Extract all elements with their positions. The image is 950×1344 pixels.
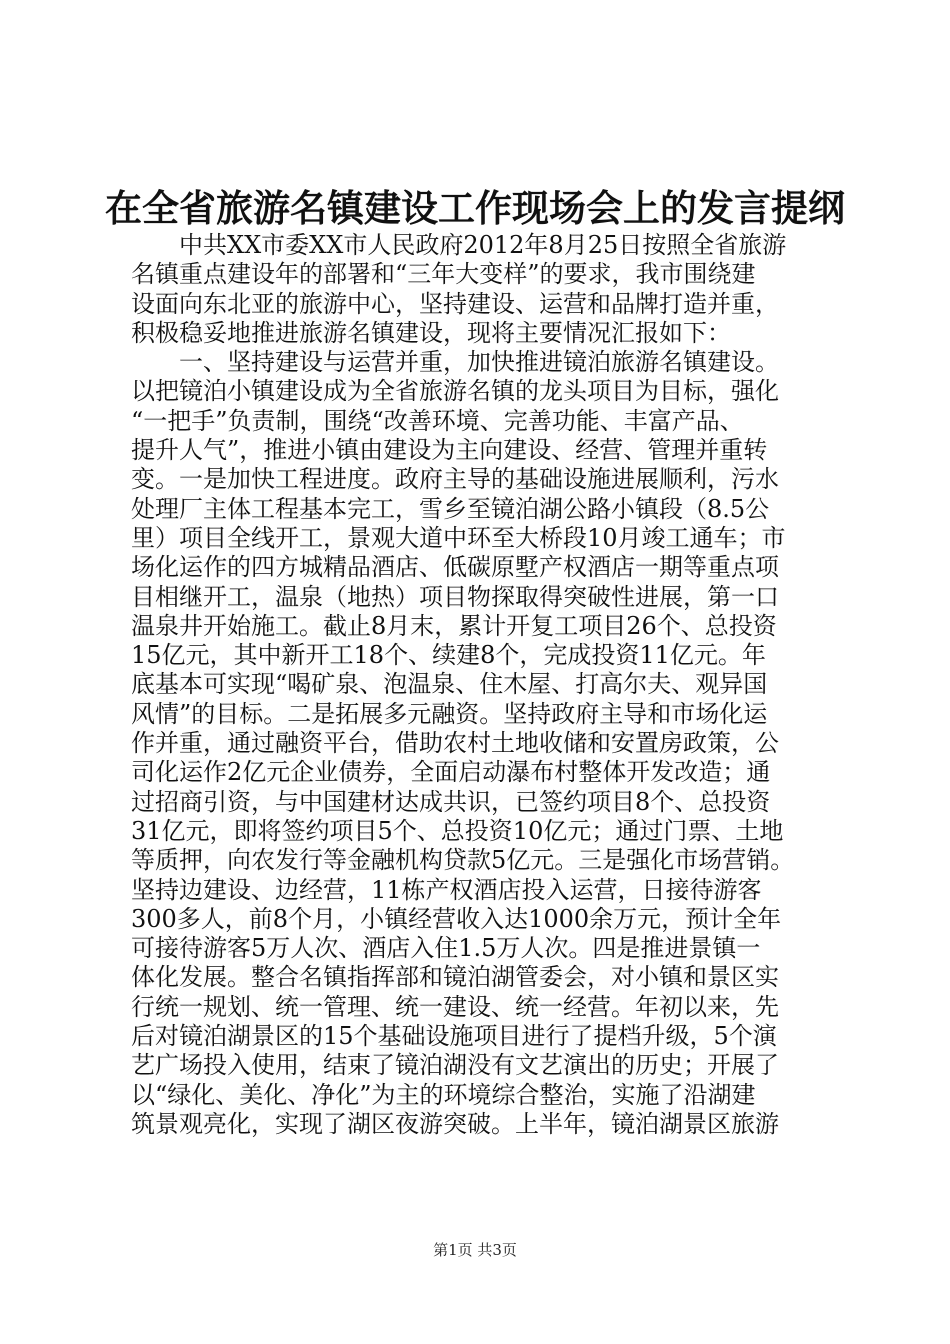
body-line: 底基本可实现“喝矿泉、泡温泉、住木屋、打高尔夫、观异国	[131, 670, 768, 699]
document-body	[131, 231, 831, 1139]
body-line: 温泉井开始施工。截止8月末，累计开复工项目26个、总投资	[131, 611, 777, 640]
body-line: 体化发展。整合名镇指挥部和镜泊湖管委会，对小镇和景区实	[131, 963, 779, 992]
body-line: 300多人，前8个月，小镇经营收入达1000余万元，预计全年	[131, 904, 782, 933]
body-line: “一把手”负责制，围绕“改善环境、完善功能、丰富产品、	[131, 406, 744, 435]
body-line: 可接待游客5万人次、酒店入住1.5万人次。四是推进景镇一	[131, 934, 761, 963]
body-line: 里）项目全线开工，景观大道中环至大桥段10月竣工通车；市	[131, 523, 786, 552]
page-footer: 第1页 共3页	[433, 1241, 517, 1259]
body-line: 过招商引资，与中国建材达成共识，已签约项目8个、总投资	[131, 787, 771, 816]
body-line: 目相继开工，温泉（地热）项目物探取得突破性进展，第一口	[131, 582, 779, 611]
body-line: 15亿元，其中新开工18个、续建8个，完成投资11亿元。年	[131, 641, 766, 670]
body-line: 艺广场投入使用，结束了镜泊湖没有文艺演出的历史；开展了	[131, 1051, 779, 1080]
body-line: 司化运作2亿元企业债券，全面启动瀑布村整体开发改造；通	[131, 758, 771, 787]
body-line: 场化运作的四方城精品酒店、低碳原墅产权酒店一期等重点项	[131, 553, 779, 582]
body-line: 设面向东北亚的旅游中心，坚持建设、运营和品牌打造并重，	[131, 289, 779, 318]
body-line: 等质押，向农发行等金融机构贷款5亿元。三是强化市场营销。	[131, 846, 795, 875]
body-line: 以“绿化、美化、净化”为主的环境综合整治，实施了沿湖建	[131, 1080, 756, 1109]
body-line: 中共XX市委XX市人民政府2012年8月25日按照全省旅游	[131, 231, 787, 259]
body-line: 处理厂主体工程基本完工，雪乡至镜泊湖公路小镇段（8.5公	[131, 494, 770, 523]
body-line: 坚持边建设、边经营，11栋产权酒店投入运营，日接待游客	[131, 875, 762, 904]
body-line: 提升人气”，推进小镇由建设为主向建设、经营、管理并重转	[131, 436, 768, 465]
body-line: 风情”的目标。二是拓展多元融资。坚持政府主导和市场化运	[131, 699, 768, 728]
body-line: 变。一是加快工程进度。政府主导的基础设施进展顺利，污水	[131, 465, 779, 494]
body-line: 积极稳妥地推进旅游名镇建设，现将主要情况汇报如下：	[131, 318, 731, 347]
body-line: 31亿元，即将签约项目5个、总投资10亿元；通过门票、土地	[131, 816, 784, 845]
body-line: 名镇重点建设年的部署和“三年大变样”的要求，我市围绕建	[131, 260, 756, 289]
body-line: 后对镜泊湖景区的15个基础设施项目进行了提档升级，5个演	[131, 1022, 777, 1051]
body-line: 以把镜泊小镇建设成为全省旅游名镇的龙头项目为目标，强化	[131, 377, 779, 406]
body-line: 行统一规划、统一管理、统一建设、统一经营。年初以来，先	[131, 992, 779, 1021]
document-title: 在全省旅游名镇建设工作现场会上的发言提纲	[105, 186, 845, 230]
body-line: 作并重，通过融资平台，借助农村土地收储和安置房政策，公	[131, 729, 779, 758]
body-line: 筑景观亮化，实现了湖区夜游突破。上半年，镜泊湖景区旅游	[131, 1109, 779, 1138]
body-line: 一、坚持建设与运营并重，加快推进镜泊旅游名镇建设。	[131, 348, 779, 377]
